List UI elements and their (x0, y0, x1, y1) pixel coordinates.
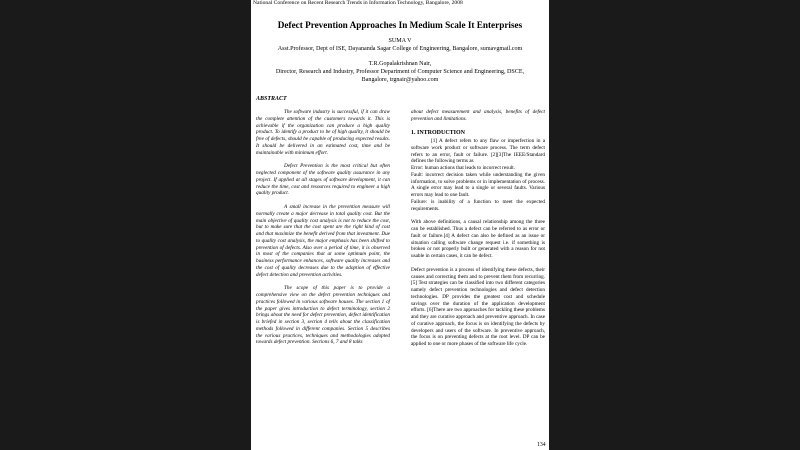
paper-page (251, 0, 549, 450)
author-2-affiliation-line1: Director, Research and Industry, Professor Department of Computer Science and Engineering, DSCE, (275, 69, 525, 75)
abstract-body (256, 109, 390, 346)
author-1-affiliation: Asst.Professor, Dept of ISE, Dayananda Sagar College of Engineering, Bangalore, sumavgmail.com (277, 46, 523, 52)
intro-paragraph-3: Defect prevention is a process of identifying these defects, their causes and correcting them and to prevent them from recurring. [5] Test strategies can be classified into two different categories namely defect prevention technologies and defect detection technologies. DP provides the greatest cost and schedule savings over the duration of the application development efforts. [6]There are two approaches for tackling these problems and they are curative approach and preventive approach. In case of curative approach, the focus is on identifying the defects by developers and users of the software. In preventive approach, the focus is on preventing defects at the root level. DP can be applied to one or more phases of the software life cycle. (411, 266, 545, 347)
section-heading-introduction: 1. INTRODUCTION (411, 130, 466, 136)
page-number: 134 (537, 442, 546, 448)
intro-paragraph-2: With above definitions, a causal relationship among the three can be established. Thus a defect can be referred to as error or fault or failure.[4] A defect can also be defined as an issue or situation calling software change request i.e. if something is broken or not properly built or generated with a reason for not usable in certain cases, it can be defect. (411, 219, 545, 259)
definition-error: Error: human actions that leads to incorrect result. (411, 165, 516, 171)
introduction-body (411, 138, 545, 348)
intro-paragraph-1: [1] A defect refers to any flaw or imperfection in a software work product or software process. The term defect refers to an error, fault or failure. [2][3]The IEEE/Standard defines the following terms as (411, 138, 545, 165)
abstract-paragraph-4: The scope of this paper is to provide a comprehensive view on the defect prevention techniques and practices followed in various software houses. The section 1 of the paper gives introduction to defect terminology, section 2 brings about the need for defect prevention, defect identification is briefed in section 3, section 4 tells about the classification methods followed in different companies. Section 5 describes the various practices, techniques and methodologies adopted towards defect prevention. Sections 6, 7 and 8 talks (256, 285, 390, 346)
paper-title: Defect Prevention Approaches In Medium Scale It Enterprises (277, 20, 523, 30)
abstract-paragraph-1: The software industry is successful, if it can draw the complete attention of the customers towards it. This is achievable if the organization can produce a high quality product. To identify a product to be of high quality, it should be free of defects, should be capable of producing expected results. It should be delivered in an estimated cost, time and be maintainable with minimum effort. (256, 109, 390, 156)
abstract-paragraph-3: A small increase in the prevention measure will normally create a major decrease in total quality cost. But the main objective of quality cost analysis is not to reduce the cost, but to make sure that the cost spent are the right kind of cost and that maximize the benefit derived from that investment. Due to quality cost analysis, the major emphasis has been shifted to prevention of defects. Also over a period of time, it is observed in most of the companies that at some optimum point, the business performance enhances, software quality increases and the cost of quality decreases due to the adoption of effective defect detection and prevention activities. (256, 204, 390, 278)
abstract-continuation: about defect measurement and analysis, benefits of defect prevention and limitations. (411, 109, 545, 122)
definition-fault: Fault: incorrect decision taken while understanding the given information, to solve problems or in implementation of process. A single error may lead to a single or several faults. Various errors may lead to one fault. (411, 171, 545, 198)
conference-header: National Conference on Recent Research Trends in Information Technology, Bangalore, 2008 (253, 0, 463, 6)
author-1-name: SUMA V (388, 38, 412, 44)
definition-failure: Failure: is inability of a function to meet the expected requirements. (411, 198, 545, 212)
author-2-affiliation-line2: Bangalore, trgnair@yahoo.com (361, 77, 439, 83)
author-2-name: T.R.Gopalakrishnan Nair, (368, 61, 432, 67)
abstract-heading: ABSTRACT (256, 96, 287, 102)
abstract-paragraph-2: Defect Prevention is the most critical but often neglected component of the software quality assurance in any project. If applied at all stages of software development, it can reduce the time, cost and resources required to engineer a high quality product. (256, 163, 390, 197)
